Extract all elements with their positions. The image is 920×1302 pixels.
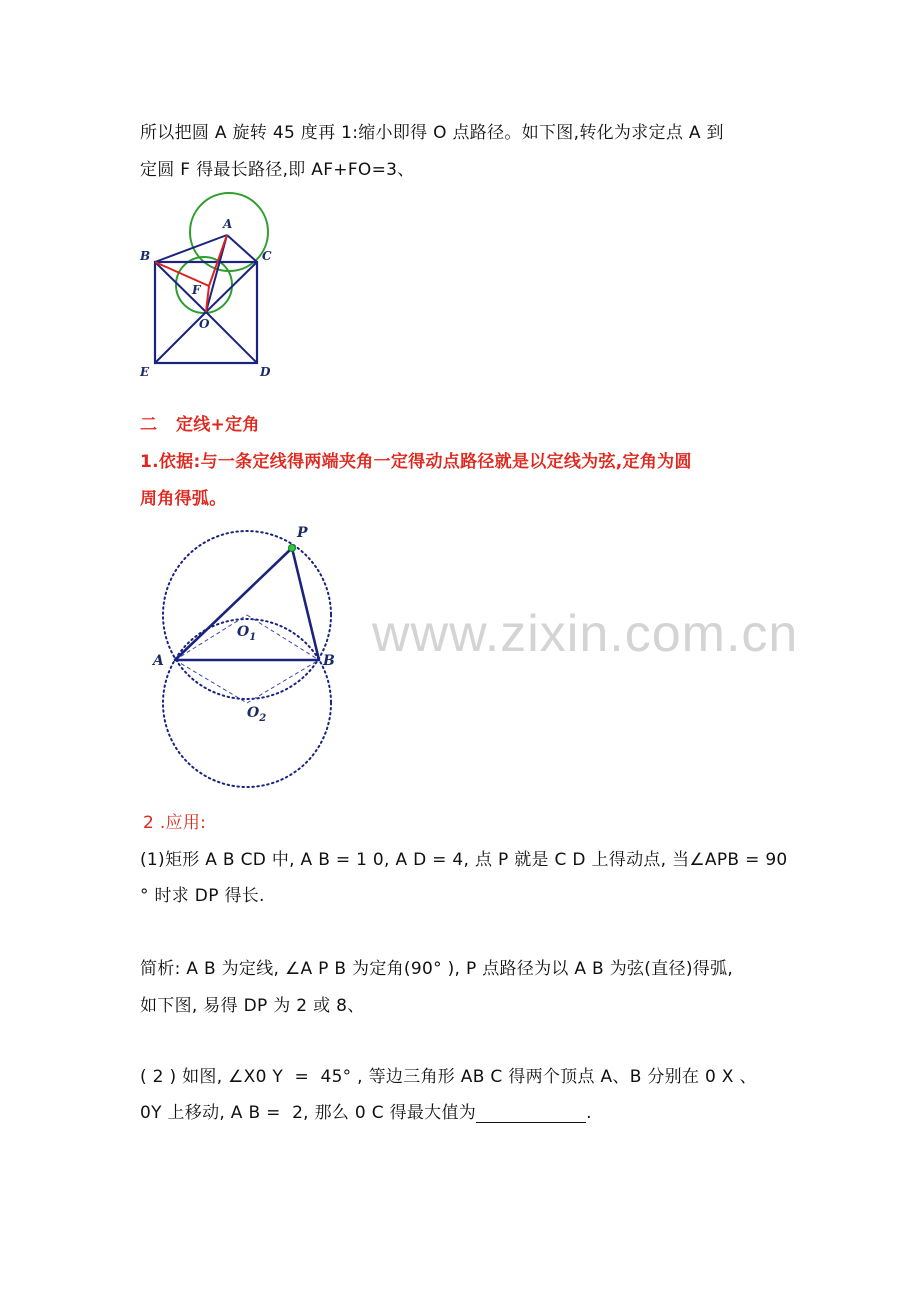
basis-line1: 1.依据:与一条定线得两端夹角一定得动点路径就是以定线为弦,定角为圆 [140,452,692,472]
label-b: B [140,249,151,263]
analysis-line2: 如下图, 易得 DP 为 2 或 8、 [140,996,365,1016]
label-a2: A [153,653,164,669]
diag-do [206,312,257,363]
circle-f [176,257,232,313]
analysis-line1: 简析: A B 为定线, ∠A P B 为定角(90° ), P 点路径为以 A B 为弦(直径)得弧, [140,959,734,979]
red-bf [155,262,209,286]
q1-line2: ° 时求 DP 得长. [140,886,265,906]
figure-chord-arcs [145,515,355,795]
label-f: F [192,283,201,297]
para1-line2: 定圆 F 得最长路径,即 AF+FO=3、 [140,160,415,180]
label-o: O [199,317,210,331]
figure-square-circles [130,188,280,388]
circle-a [190,193,268,271]
application-heading: 2 .应用: [143,813,207,833]
answer-blank[interactable] [476,1106,586,1123]
red-af [209,235,227,286]
watermark: www.zixin.com.cn [372,605,799,663]
label-a: A [223,217,233,231]
q2-line2 [140,1098,592,1123]
label-o1: $O_1$ [237,624,257,643]
line-ac [227,235,257,262]
dash-o2-b [247,660,319,703]
label-o2: $O_2$ [247,705,267,724]
q1-line1: (1)矩形 A B CD 中, A B = 1 0, A D = 4, 点 P 就是 C D 上得动点, 当∠APB = 90 [140,850,788,870]
dash-a-o2 [175,660,247,703]
label-b2: B [323,653,335,669]
section2-heading: 二 定线+定角 [140,415,260,435]
triangle-apb [175,548,319,660]
q2-period: . [586,1103,592,1123]
point-p [289,545,296,552]
dash-o1-b [247,615,319,660]
label-p: P [297,525,308,541]
q2-line1: ( 2 ) 如图, ∠X0 Y = 45° , 等边三角形 AB C 得两个顶点 A、B 分别在 0 X 、 [140,1067,757,1087]
para1-line1: 所以把圆 A 旋转 45 度再 1:缩小即得 O 点路径。如下图,转化为求定点 A 到 [140,123,724,143]
q2-line2-text: 0Y 上移动, A B = 2, 那么 0 C 得最大值为 [140,1103,477,1123]
label-c: C [262,249,272,263]
label-e: E [140,365,150,379]
basis-line2: 周角得弧。 [140,489,227,509]
label-d: D [260,365,271,379]
